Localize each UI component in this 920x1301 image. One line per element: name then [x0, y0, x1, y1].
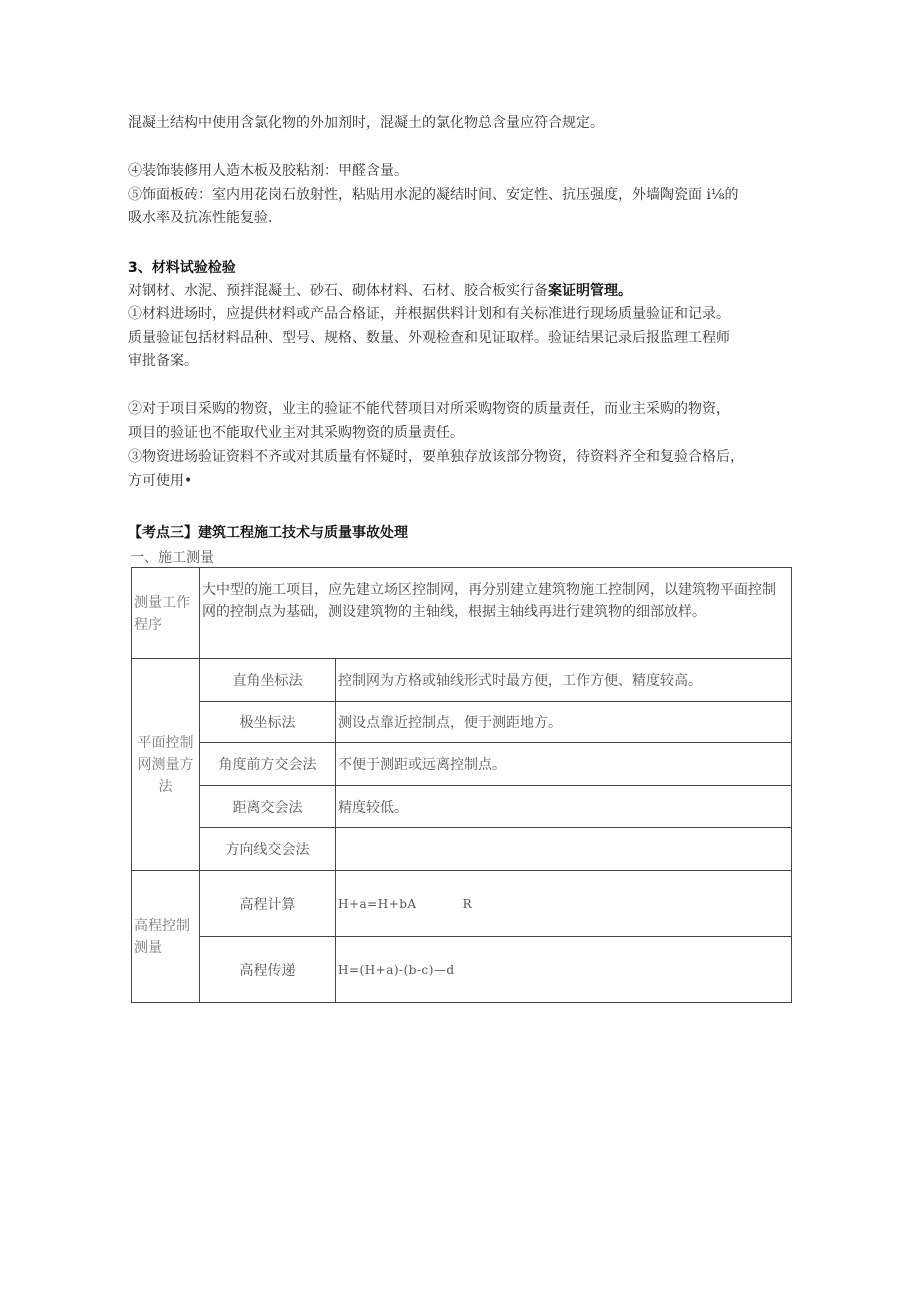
- topic-3-heading: 【考点三】建筑工程施工技术与质量事故处理: [128, 525, 408, 541]
- method-name: 方向线交会法: [200, 828, 336, 871]
- method-name: 角度前方交会法: [200, 743, 336, 786]
- intro-bold-text: 案证明管理。: [548, 283, 632, 299]
- table-row: [132, 659, 792, 702]
- method-desc: 控制网为方格或轴线形式时最方便，工作方便、精度较高。: [336, 659, 792, 702]
- table-row: [132, 828, 792, 871]
- table-row: [132, 937, 792, 1003]
- chloride-rule: 混凝土结构中使用含氯化物的外加剂时，混凝土的氯化物总含量应符合规定。: [128, 115, 604, 131]
- table-row: [132, 871, 792, 937]
- table-row: [132, 702, 792, 743]
- item-3-line2: 方可使用•: [128, 473, 193, 489]
- method-desc: 测设点靠近控制点，便于测距地方。: [336, 702, 792, 743]
- item-2-line2: 项目的验证也不能取代业主对其采购物资的质量责任。: [128, 425, 464, 441]
- elevation-formula-cell: [336, 871, 792, 937]
- method-name: 距离交会法: [200, 786, 336, 828]
- intro-text: 对钢材、水泥、预拌混凝土、砂石、砌体材料、石材、胶合板实行备: [128, 283, 548, 299]
- method-name: 高程计算: [200, 871, 336, 937]
- procedure-label: 测量工作程序: [132, 568, 200, 659]
- section-3-intro: [128, 280, 808, 303]
- method-name: 极坐标法: [200, 702, 336, 743]
- table-row: [132, 743, 792, 786]
- method-desc: 不便于测距或远离控制点。: [336, 743, 792, 786]
- item-5-tiles-line2: 吸水率及抗冻性能复验.: [128, 210, 273, 226]
- procedure-text: 大中型的施工项目，应先建立场区控制网，再分别建立建筑物施工控制网，以建筑物平面控制网的控制点为基础，测设建筑物的主轴线，根据主轴线再进行建筑物的细部放样。: [200, 568, 792, 659]
- formula-extra: R: [462, 896, 473, 911]
- table-row: [132, 568, 792, 659]
- method-desc: [336, 828, 792, 871]
- table-row: [132, 786, 792, 828]
- item-1-line3: 审批备案。: [128, 353, 198, 369]
- item-2-line1: ②对于项目采购的物资，业主的验证不能代替项目对所采购物资的质量责任，而业主采购的物资，: [128, 401, 730, 417]
- item-3-line1: ③物资进场验证资料不齐或对其质量有怀疑时，要单独存放该部分物资，待资料齐全和复验合格后，: [128, 449, 744, 465]
- item-1-line2: 质量验证包括材料品种、型号、规格、数量、外观检查和见证取样。验证结果记录后报监理工程师: [128, 330, 730, 346]
- section-3-heading: 3、材料试验检验: [128, 260, 236, 276]
- survey-table: [131, 567, 792, 1003]
- item-4-wood-panels: ④装饰装修用人造木板及胶粘剂：甲醛含量。: [128, 163, 408, 179]
- elevation-control-label: 高程控制测量: [132, 871, 200, 1003]
- subsection-survey: 一、施工测量: [130, 550, 214, 566]
- item-1-line1: ①材料进场时，应提供材料或产品合格证，并根据供料计划和有关标准进行现场质量验证和记录。: [128, 306, 730, 322]
- method-name: 高程传递: [200, 937, 336, 1003]
- formula: H+a=H+bA: [338, 896, 417, 911]
- item-5-tiles-line1: ⑤饰面板砖：室内用花岗石放射性，粘贴用水泥的凝结时间、安定性、抗压强度，外墙陶瓷面 i⅛的: [128, 187, 739, 203]
- elevation-formula-cell: [336, 937, 792, 1003]
- formula: H=(H+a)-(b-c)—d: [338, 962, 455, 977]
- plane-control-label: 平面控制网测量方法: [132, 659, 200, 871]
- method-name: 直角坐标法: [200, 659, 336, 702]
- method-desc: 精度较低。: [336, 786, 792, 828]
